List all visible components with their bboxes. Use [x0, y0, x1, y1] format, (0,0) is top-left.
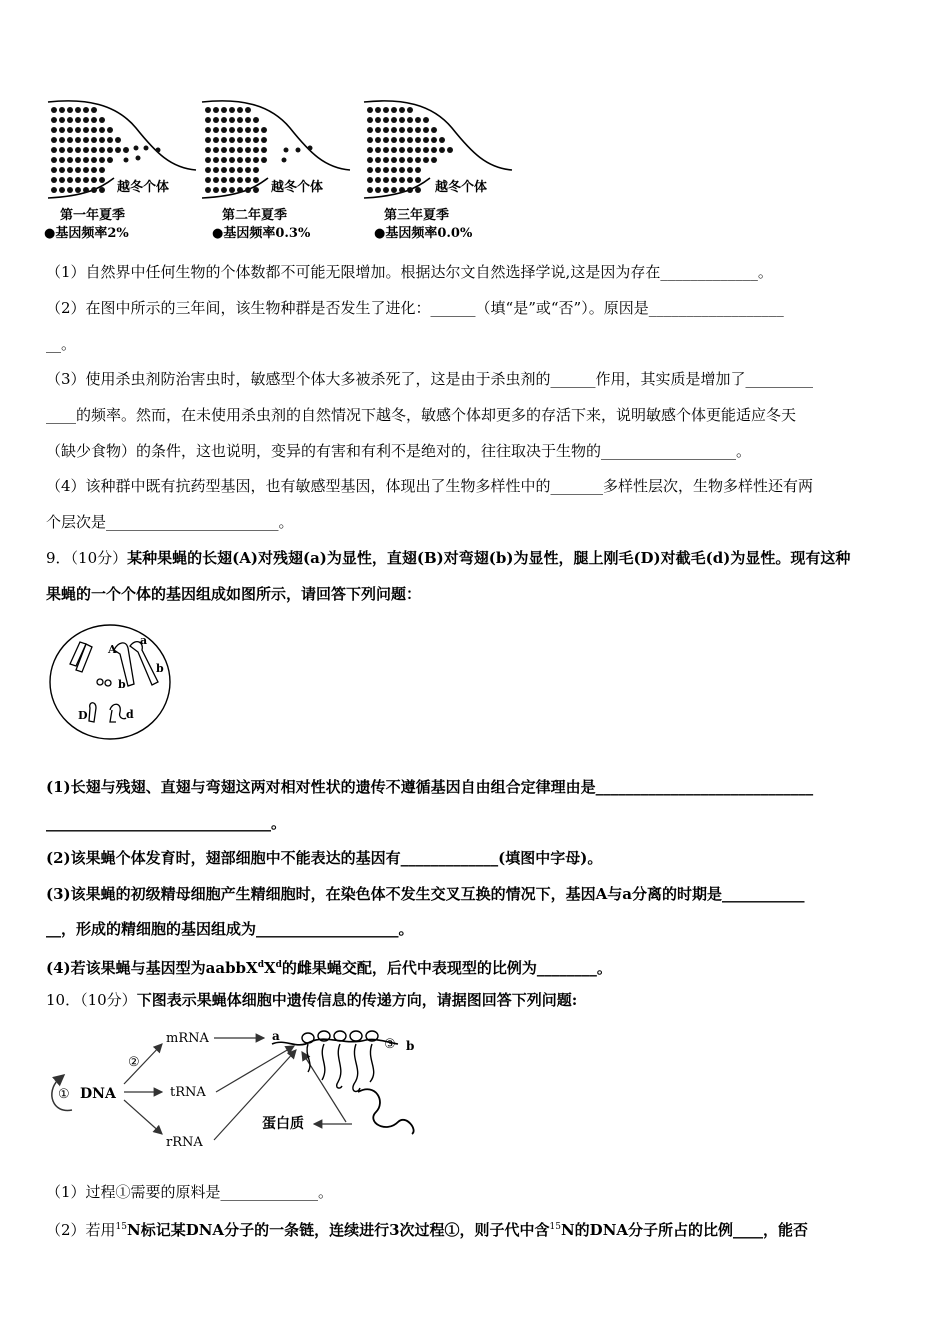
label-d: d [126, 708, 134, 721]
panel-2-overwinter: 越冬个体 [271, 180, 324, 195]
label-b-1: b [156, 662, 164, 675]
q9-sub-1-cont: ______________________________。 [46, 814, 287, 832]
label-rrna: rRNA [166, 1135, 203, 1150]
panel-2-freq: ●基因频率0.3% [212, 226, 311, 241]
q9-sub-3: (3)该果蝇的初级精母细胞产生精细胞时，在染色体不发生交叉互换的情况下，基因A与a分离的时期是___________ [46, 885, 805, 903]
panel-3-season: 第三年夏季 [384, 208, 450, 223]
q8-line-1: （1）自然界中任何生物的个体数都不可能无限增加。根据达尔文自然选择学说,这是因为存在_____________。 [46, 263, 773, 281]
q9-sub-4: (4)若该果蝇与基因型为$aabbX^dX^d$的雌果蝇交配，后代中表现型的比例为________。 [46, 959, 612, 977]
label-A: A [108, 643, 117, 656]
q10-line-1: 10．（10分）下图表示果蝇体细胞中遗传信息的传递方向，请据图回答下列问题: [46, 991, 578, 1009]
cell-diagram [46, 622, 176, 744]
q9-sub-2: (2)该果蝇个体发育时，翅部细胞中不能表达的基因有_____________(填图中字母)。 [46, 849, 603, 867]
q9-number: 9．（10分） [46, 549, 128, 567]
q8-line-3: __。 [46, 335, 77, 353]
q9-sub-3-cont: __，形成的精细胞的基因组成为___________________。 [46, 920, 414, 938]
label-b-2: b [118, 678, 126, 691]
label-mrna: mRNA [166, 1031, 209, 1046]
q10-sub-2: （2）若用$^{15}$N标记某DNA分子的一条链，连续进行3次过程①，则子代中含$^{15}$N的DNA分子所占的比例____，能否 [46, 1221, 809, 1239]
label-protein: 蛋白质 [262, 1116, 304, 1132]
q8-line-6: （缺少食物）的条件，这也说明，变异的有害和有利不是绝对的，往往取决于生物的__________________。 [46, 442, 752, 460]
label-process-1: ① [58, 1087, 70, 1102]
label-process-2: ② [128, 1055, 140, 1070]
gene-expression-diagram [46, 1022, 446, 1154]
q8-line-8: 个层次是_______________________。 [46, 513, 294, 531]
panel-1-freq: ●基因频率2% [44, 226, 129, 241]
q8-line-2: （2）在图中所示的三年间，该生物种群是否发生了进化：______（填“是”或“否”）。原因是__________________ [46, 299, 784, 317]
label-b-end: b [406, 1039, 415, 1053]
q9-line-1: 9．（10分）某种果蝇的长翅(A)对残翅(a)为显性，直翅(B)对弯翅(b)为显性，腿上刚毛(D)对截毛(d)为显性。现有这种 [46, 549, 851, 567]
q8-line-7: （4）该种群中既有抗药型基因，也有敏感型基因，体现出了生物多样性中的_______多样性层次，生物多样性还有两 [46, 477, 814, 495]
q9-sub-1: (1)长翅与残翅、直翅与弯翅这两对相对性状的遗传不遵循基因自由组合定律理由是_____________________________ [46, 778, 814, 796]
q9-line-2: 果蝇的一个个体的基因组成如图所示，请回答下列问题： [46, 585, 422, 603]
label-dna: DNA [80, 1086, 116, 1102]
panel-1-overwinter: 越冬个体 [117, 180, 170, 195]
label-a-end: a [272, 1029, 280, 1043]
label-a: a [140, 634, 148, 647]
label-trna: tRNA [170, 1085, 206, 1100]
q10-sub-1: （1）过程①需要的原料是_____________。 [46, 1183, 334, 1201]
panel-1-season: 第一年夏季 [60, 208, 126, 223]
q8-line-4: （3）使用杀虫剂防治害虫时，敏感型个体大多被杀死了，这是由于杀虫剂的______作用，其实质是增加了_________ [46, 370, 814, 388]
panel-3-freq: ●基因频率0.0% [374, 226, 473, 241]
label-process-3: ③ [384, 1037, 396, 1052]
label-D: D [78, 709, 88, 722]
panel-3-overwinter: 越冬个体 [435, 180, 488, 195]
panel-2-season: 第二年夏季 [222, 208, 288, 223]
q8-line-5: ____的频率。然而，在未使用杀虫剂的自然情况下越冬，敏感个体却更多的存活下来，说明敏感个体更能适应冬天 [46, 406, 797, 424]
q10-number: 10．（10分） [46, 991, 137, 1009]
